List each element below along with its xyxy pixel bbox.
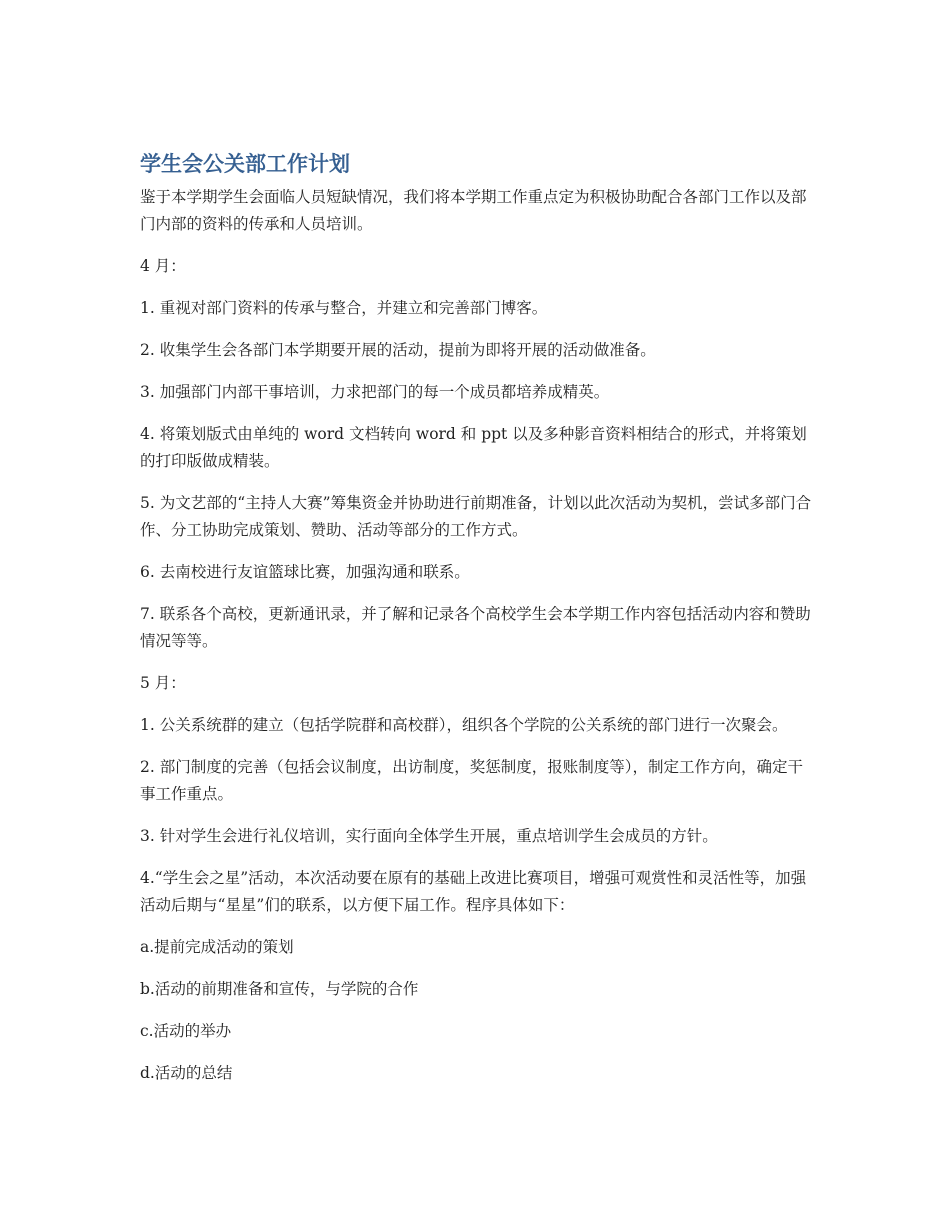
may-step-c: c.活动的举办 (140, 1022, 232, 1040)
april-item-2: 2. 收集学生会各部门本学期要开展的活动，提前为即将开展的活动做准备。 (140, 341, 656, 359)
may-item-2: 2. 部门制度的完善（包括会议制度，出访制度，奖惩制度，报账制度等），制定工作方向，确定干事工作重点。 (140, 758, 803, 803)
document-title: 学生会公关部工作计划 (140, 152, 350, 176)
april-item-4: 4. 将策划版式由单纯的 word 文档转向 word 和 ppt 以及多种影音资料相结合的形式，并将策划的打印版做成精装。 (140, 425, 807, 470)
may-heading: 5 月： (140, 674, 186, 692)
april-item-5: 5. 为文艺部的“主持人大赛”筹集资金并协助进行前期准备，计划以此次活动为契机，尝试多部门合作、分工协助完成策划、赞助、活动等部分的工作方式。 (140, 494, 812, 539)
intro-paragraph: 鉴于本学期学生会面临人员短缺情况，我们将本学期工作重点定为积极协助配合各部门工作以及部门内部的资料的传承和人员培训。 (140, 188, 807, 233)
document-page (140, 146, 812, 1102)
april-heading: 4 月： (140, 257, 186, 275)
april-item-6: 6. 去南校进行友谊篮球比赛，加强沟通和联系。 (140, 563, 470, 581)
april-item-3: 3. 加强部门内部干事培训，力求把部门的每一个成员都培养成精英。 (140, 383, 610, 401)
april-item-1: 1. 重视对部门资料的传承与整合，并建立和完善部门博客。 (140, 299, 548, 317)
may-item-1: 1. 公关系统群的建立（包括学院群和高校群），组织各个学院的公关系统的部门进行一次聚会。 (140, 716, 788, 734)
may-step-b: b.活动的前期准备和宣传，与学院的合作 (140, 980, 419, 998)
may-item-3: 3. 针对学生会进行礼仪培训，实行面向全体学生开展，重点培训学生会成员的方针。 (140, 827, 718, 845)
may-item-4: 4.“学生会之星”活动，本次活动要在原有的基础上改进比赛项目，增强可观赏性和灵活性等，加强活动后期与“星星”们的联系，以方便下届工作。程序具体如下： (140, 869, 807, 914)
may-step-a: a.提前完成活动的策划 (140, 938, 294, 956)
april-item-7: 7. 联系各个高校，更新通讯录，并了解和记录各个高校学生会本学期工作内容包括活动内容和赞助情况等等。 (140, 605, 811, 650)
may-step-d: d.活动的总结 (140, 1064, 233, 1082)
